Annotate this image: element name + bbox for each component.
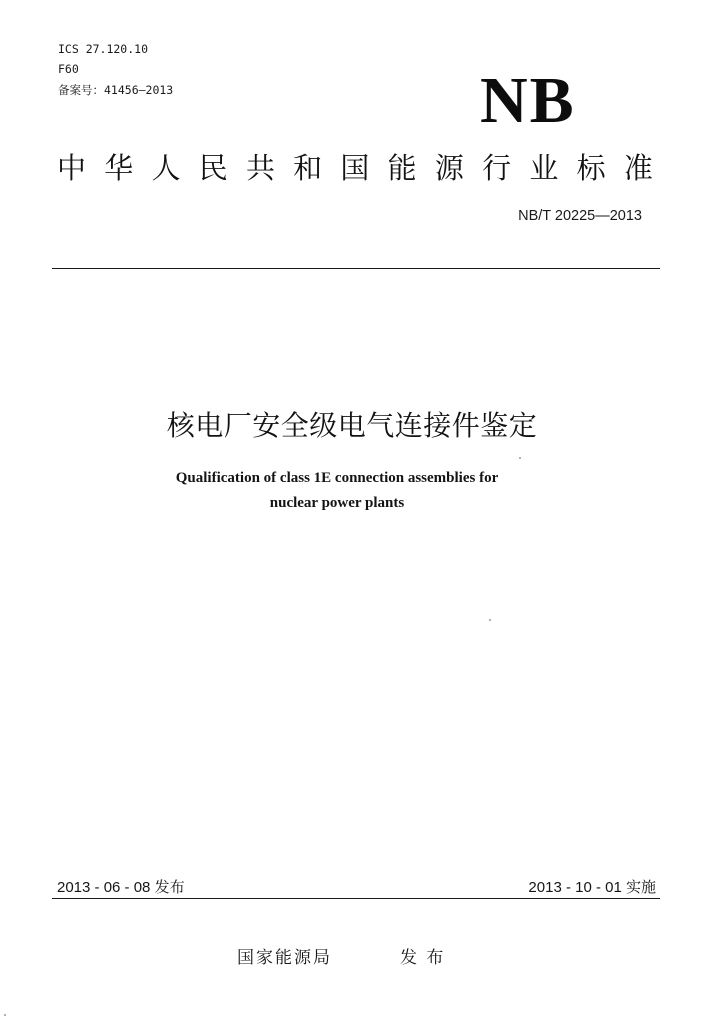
header-divider	[52, 268, 660, 269]
org-title-char: 能	[387, 151, 417, 185]
org-title-char: 中	[57, 151, 87, 185]
scan-speck	[4, 1014, 6, 1016]
nb-logo: NB	[480, 64, 576, 137]
issuer-name: 国家能源局	[237, 948, 332, 968]
org-title-char: 准	[623, 151, 653, 185]
org-title-char: 和	[293, 151, 323, 185]
ics-code: ICS 27.120.10	[58, 42, 149, 56]
org-title-char: 源	[434, 151, 464, 185]
organization-title	[57, 150, 653, 186]
english-title-line-1: Qualification of class 1E connection assemblies for	[175, 470, 499, 486]
org-title-char: 民	[198, 151, 228, 185]
org-title-char: 华	[104, 151, 134, 185]
implementation-date: 2013 - 10 - 01 实施	[528, 879, 656, 896]
standard-number: NB/T 20225—2013	[518, 208, 642, 224]
issuer-action: 发 布	[400, 948, 446, 968]
org-title-char: 业	[529, 151, 559, 185]
org-title-char: 共	[245, 151, 275, 185]
scan-speck	[489, 619, 491, 621]
chinese-title: 核电厂安全级电气连接件鉴定	[166, 409, 538, 442]
org-title-char: 国	[340, 151, 370, 185]
footer-divider	[52, 898, 660, 899]
scan-speck	[519, 457, 521, 459]
org-title-char: 行	[482, 151, 512, 185]
org-title-char: 人	[151, 151, 181, 185]
category-code: F60	[58, 62, 79, 76]
org-title-char: 标	[576, 151, 606, 185]
issue-date: 2013 - 06 - 08 发布	[57, 879, 185, 896]
record-number: 备案号：41456—2013	[58, 83, 174, 97]
english-title-line-2: nuclear power plants	[269, 495, 405, 511]
